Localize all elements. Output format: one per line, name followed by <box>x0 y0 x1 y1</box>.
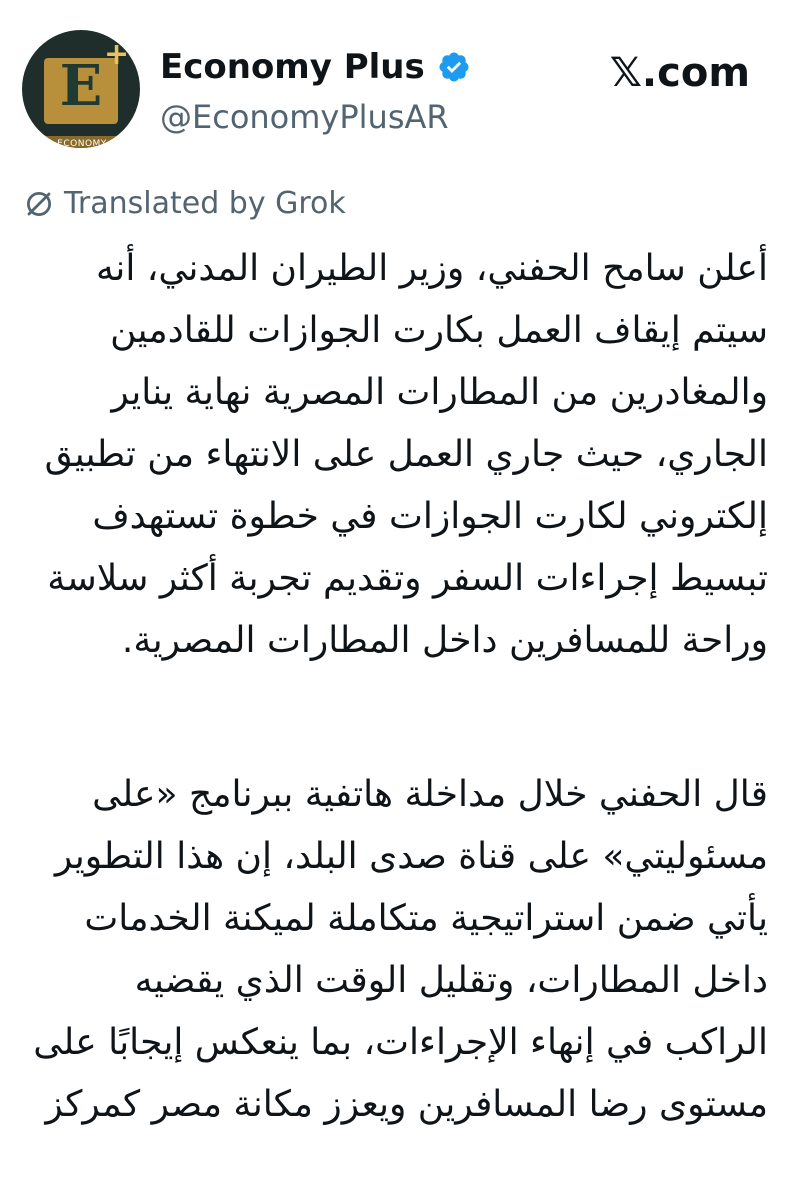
verified-badge-icon <box>437 50 471 84</box>
site-label: 𝕏.com <box>609 50 750 96</box>
avatar[interactable] <box>22 30 140 148</box>
author-name-row[interactable] <box>160 42 471 92</box>
avatar-letter: E <box>59 53 103 119</box>
translation-notice[interactable] <box>24 182 346 226</box>
avatar-plus: + <box>104 37 130 72</box>
tweet-paragraph: قال الحفني خلال مداخلة هاتفية ببرنامج «على مسئوليتي» على قناة صدى البلد، إن هذا التطوير يأتي ضمن استراتيجية متكاملة لميكنة الخدمات داخل المطارات، وتقليل الوقت الذي يقضيه الراكب في إنهاء الإجراءات، بما ينعكس إيجابًا على مستوى رضا المسافرين ويعزز مكانة مصر كمركز <box>33 774 768 1125</box>
author-handle[interactable]: @EconomyPlusAR <box>160 98 449 136</box>
avatar-strip-text: ECONOMY <box>57 139 107 148</box>
display-name[interactable]: Economy Plus <box>160 47 425 87</box>
tweet-paragraph: أعلن سامح الحفني، وزير الطيران المدني، أنه سيتم إيقاف العمل بكارت الجوازات للقادمين والمغادرين من المطارات المصرية نهاية يناير الجاري، حيث جاري العمل على الانتهاء من تطبيق إلكتروني لكارت الجوازات في خطوة تستهدف تبسيط إجراءات السفر وتقديم تجربة أكثر سلاسة وراحة للمسافرين داخل المطارات المصرية. <box>44 248 768 661</box>
grok-icon <box>24 189 54 219</box>
paragraph-spacer <box>22 672 768 764</box>
translation-label: Translated by Grok <box>64 186 346 221</box>
tweet-text <box>22 238 768 1136</box>
bottom-fade <box>0 1160 792 1200</box>
